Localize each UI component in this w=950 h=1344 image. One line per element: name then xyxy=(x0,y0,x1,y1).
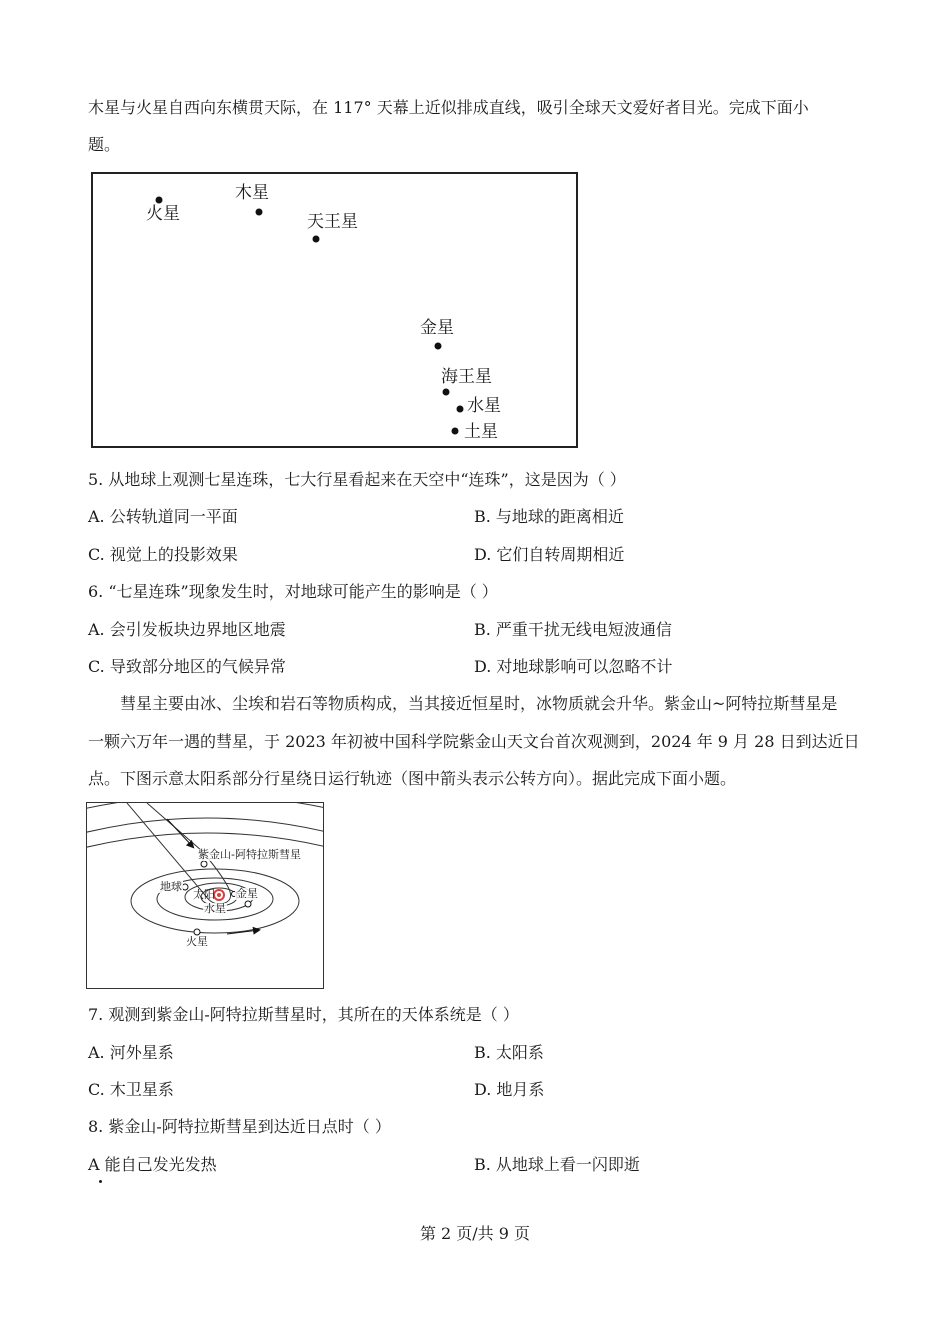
venus-planet xyxy=(245,901,251,907)
question-5-option-b: B. 与地球的距离相近 xyxy=(474,507,624,526)
venus-label: 金星 xyxy=(420,318,454,338)
uranus-label: 天王星 xyxy=(307,212,358,232)
page-footer: 第 2 页/共 9 页 xyxy=(419,1224,531,1243)
question-6-option-c: C. 导致部分地区的气候异常 xyxy=(88,657,286,676)
question-7-stem: 7. 观测到紫金山-阿特拉斯彗星时，其所在的天体系统是（ ） xyxy=(88,1005,519,1024)
mercury-label: 水星 xyxy=(467,396,501,416)
passage-2-line-3: 点。下图示意太阳系部分行星绕日运行轨迹（图中箭头表示公转方向）。据此完成下面小题。 xyxy=(88,769,737,788)
question-6-stem: 6. “七星连珠”现象发生时，对地球可能产生的影响是（ ） xyxy=(88,582,498,601)
question-8-option-b: B. 从地球上看一闪即逝 xyxy=(474,1155,640,1174)
passage-2-line-2: 一颗六万年一遇的彗星，于 2023 年初被中国科学院紫金山天文台首次观测到，2024 年 9 月 28 日到达近日 xyxy=(88,732,860,751)
question-6-option-d: D. 对地球影响可以忽略不计 xyxy=(474,657,673,676)
question-7-option-a: A. 河外星系 xyxy=(88,1043,174,1062)
stray-dot xyxy=(99,1180,102,1183)
earth-label: 地球 xyxy=(160,880,182,893)
question-7-option-b: B. 太阳系 xyxy=(474,1043,544,1062)
uranus-dot xyxy=(313,236,320,243)
question-7-option-d: D. 地月系 xyxy=(474,1080,545,1099)
question-7-option-c: C. 木卫星系 xyxy=(88,1080,174,1099)
mars-dot xyxy=(156,197,163,204)
mars-label-small: 火星 xyxy=(186,935,208,948)
jupiter-label: 木星 xyxy=(235,183,269,203)
mercury-dot xyxy=(457,406,464,413)
solar-system-orbit-figure xyxy=(86,802,324,989)
question-6-option-a: A. 会引发板块边界地区地震 xyxy=(88,620,286,639)
question-5-option-a: A. 公转轨道同一平面 xyxy=(88,507,238,526)
sun-core xyxy=(217,893,221,897)
question-8-option-a: A 能自己发光发热 xyxy=(88,1155,217,1174)
passage-2-line-1: 彗星主要由冰、尘埃和岩石等物质构成，当其接近恒星时，冰物质就会升华。紫金山~阿特拉斯彗星是 xyxy=(120,694,838,713)
planet-alignment-figure xyxy=(91,172,578,448)
comet-label: 紫金山-阿特拉斯彗星 xyxy=(198,848,301,861)
question-5-option-c: C. 视觉上的投影效果 xyxy=(88,545,238,564)
neptune-label: 海王星 xyxy=(441,367,492,387)
outer-orbit-3 xyxy=(87,803,324,818)
mars-label: 火星 xyxy=(146,204,180,224)
jupiter-dot xyxy=(256,209,263,216)
question-6-option-b: B. 严重干扰无线电短波通信 xyxy=(474,620,672,639)
intro-line-2: 题。 xyxy=(88,135,121,154)
comet-body xyxy=(201,861,207,867)
question-5-stem: 5. 从地球上观测七星连珠，七大行星看起来在天空中“连珠”，这是因为（ ） xyxy=(88,470,626,489)
mercury-label-small: 水星 xyxy=(204,902,226,915)
venus-dot xyxy=(435,343,442,350)
saturn-dot xyxy=(452,428,459,435)
question-8-stem: 8. 紫金山-阿特拉斯彗星到达近日点时（ ） xyxy=(88,1117,391,1136)
saturn-label: 土星 xyxy=(464,422,498,442)
neptune-dot xyxy=(443,389,450,396)
intro-line-1: 木星与火星自西向东横贯天际，在 117° 天幕上近似排成直线，吸引全球天文爱好者目光。完成下面小 xyxy=(88,98,809,117)
question-5-option-d: D. 它们自转周期相近 xyxy=(474,545,625,564)
venus-label-small: 金星 xyxy=(236,887,258,900)
sun-label: 太阳 xyxy=(193,888,215,901)
mars-orbit xyxy=(131,869,299,933)
